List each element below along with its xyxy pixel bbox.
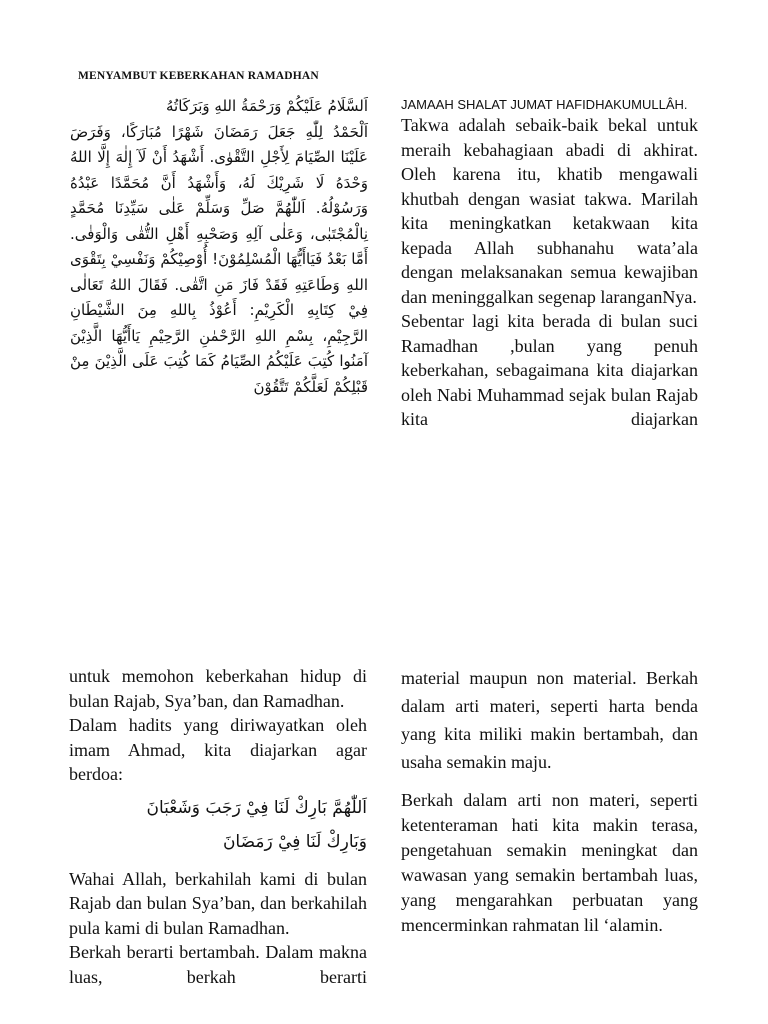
ramadhan-paragraph: Sebentar lagi kita berada di bulan suci Ramadhan ,bulan yang penuh keberkahan, sebagaimana kita diajarkan oleh Nabi Muhammad sejak bulan Rajab kita diajarkan — [401, 311, 698, 429]
right-column-bottom — [401, 664, 698, 938]
hadits-paragraph: Dalam hadits yang diriwayatkan oleh imam Ahmad, kita diajarkan agar berdoa: — [69, 715, 367, 784]
jamaah-heading: JAMAAH SHALAT JUMAT HAFIDHAKUMULLÂH. — [401, 97, 688, 112]
left-column-bottom — [69, 664, 367, 989]
page-title: MENYAMBUT KEBERKAHAN RAMADHAN — [78, 70, 319, 82]
berkah-non-materi-paragraph: Berkah dalam arti non materi, seperti ketenteraman hati kita makin terasa, pengetahuan semakin meningkat dan wawasan yang semakin bertambah luas, yang mengarahkan perbuatan yang mencerminkan rahmatan lil ‘alamin. — [401, 790, 698, 935]
doa-line-2: وَبَارِكْ لَنَا فِيْ رَمَضَانَ — [222, 831, 367, 852]
berkah-materi-paragraph: material maupun non material. Berkah dalam arti materi, seperti harta benda yang kita miliki makin bertambah, dan usaha semakin maju. — [401, 668, 698, 772]
takwa-paragraph: Takwa adalah sebaik-baik bekal untuk meraih kebahagiaan abadi di akhirat. Oleh karena itu, khatib mengawali khutbah dengan wasiat takwa. Marilah kita meningkatkan ketakwaan kita kepada Allah subhanahu wata’ala dengan melaksanakan semua kewajiban dan meninggalkan segenap laranganNya. — [401, 115, 698, 307]
keberkahan-paragraph: untuk memohon keberkahan hidup di bulan Rajab, Sya’ban, dan Ramadhan. — [69, 666, 367, 711]
berkah-definition: Berkah berarti bertambah. Dalam makna luas, berkah berarti — [69, 942, 367, 987]
doa-line-1: اَللّٰهُمَّ بَارِكْ لَنَا فِيْ رَجَبَ وَشَعْبَانَ — [146, 797, 367, 818]
arabic-doa — [69, 791, 367, 859]
right-column-top — [401, 96, 698, 432]
doa-translation: Wahai Allah, berkahilah kami di bulan Rajab dan bulan Sya’ban, dan berkahilah pula kami di bulan Ramadhan. — [69, 868, 367, 938]
arabic-salam: اَلسَّلَامُ عَلَيْكُمْ وَرَحْمَةُ اللهِ وَبَرَكَاتُهُ — [166, 97, 368, 115]
arabic-hamdalah: اَلْحَمْدُ لِلّٰهِ جَعَلَ رَمَضَانَ شَهْرًا مُبَارَكًا، وَفَرَضَ عَلَيْنَا الصِّيَامَ لِأَجْلِ التَّقْوٰى. أَشْهَدُ أَنْ لَآ إِلٰهَ إِلَّا اللهُ وَحْدَهُ لَا شَرِيْكَ لَهُ، وَأَشْهَدُ أَنَّ مُحَمَّدًا عَبْدُهُ وَرَسُوْلُهُ. اَللّٰهُمَّ صَلِّ وَسَلِّمْ عَلٰى سَيِّدِنَا مُحَمَّدٍ نِالْمُجْتَبٰى، وَعَلٰى آلِهِ وَصَحْبِهِ أَهْلِ التُّقٰى وَالْوَفٰى. أَمَّا بَعْدُ فَيَاأَيُّهَا الْمُسْلِمُوْنَ! أُوْصِيْكُمْ وَنَفْسِيْ بِتَقْوَى اللهِ وَطَاعَتِهِ فَقَدْ فَازَ مَنِ اتَّقٰى. فَقَالَ اللهُ تَعَالٰى فِيْ كِتَابِهِ الْكَرِيْمِ: أَعُوْذُ بِاللهِ مِنَ الشَّيْطَانِ الرَّجِيْمِ، بِسْمِ اللهِ الرَّحْمٰنِ الرَّحِيْمِ يَاأَيُّهَا الَّذِيْنَ آمَنُوا كُتِبَ عَلَيْكُمُ الصِّيَامُ كَمَا كُتِبَ عَلَى الَّذِيْنَ مِنْ قَبْلِكُمْ لَعَلَّكُمْ تَتَّقُوْنَ — [70, 122, 368, 396]
arabic-opening — [70, 94, 368, 400]
